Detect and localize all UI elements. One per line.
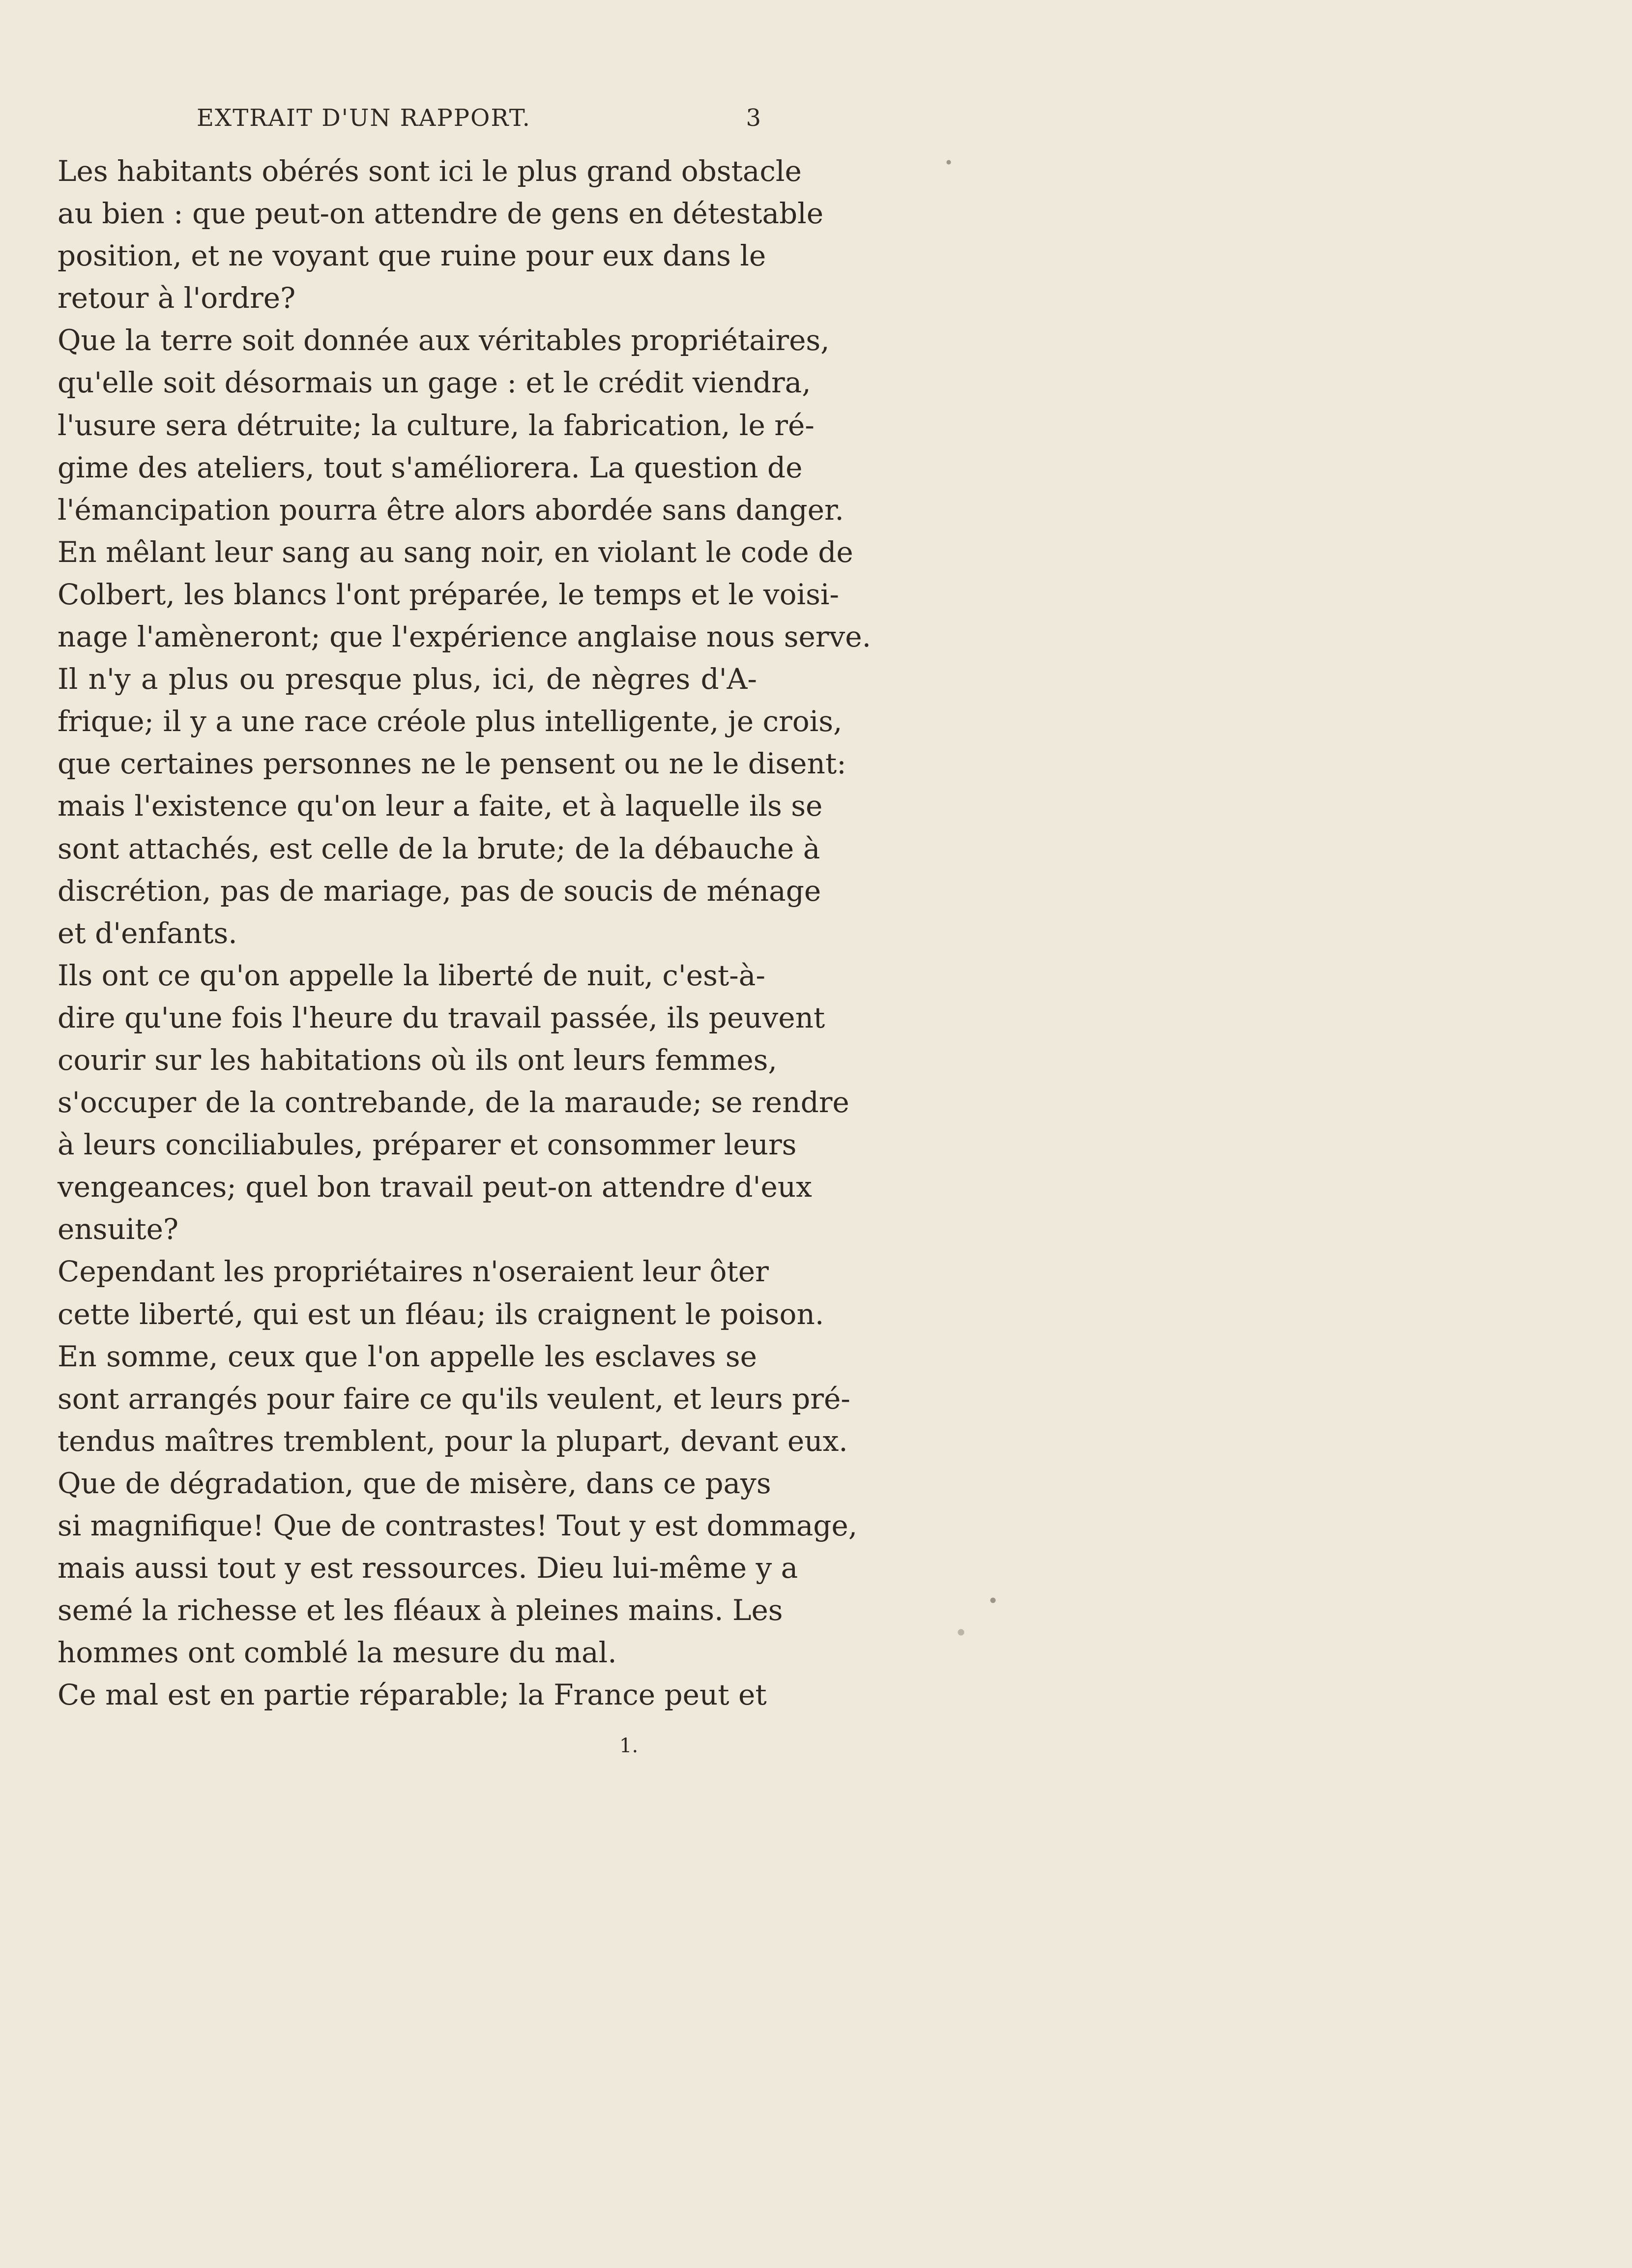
text-line: mais l'existence qu'on leur a faite, et à laquelle ils se — [58, 789, 823, 823]
paragraph-8 — [58, 1674, 767, 1716]
text-line: Il n'y a plus ou presque plus, ici, de nègres d'A- — [58, 662, 757, 696]
text-line: discrétion, pas de mariage, pas de soucis de ménage — [58, 874, 821, 908]
text-line: sont attachés, est celle de la brute; de la débauche à — [58, 831, 820, 865]
text-line: dire qu'une fois l'heure du travail passée, ils peuvent — [58, 1001, 825, 1034]
text-line: Cependant les propriétaires n'oseraient leur ôter — [58, 1255, 769, 1289]
text-line: vengeances; quel bon travail peut-on attendre d'eux — [58, 1170, 812, 1204]
text-line: Que de dégradation, que de misère, dans ce pays — [58, 1466, 771, 1500]
paragraph-1 — [58, 150, 824, 319]
running-head — [197, 104, 762, 139]
text-line: courir sur les habitations où ils ont leurs femmes, — [58, 1043, 777, 1077]
paragraph-7 — [58, 1462, 858, 1674]
text-line: au bien : que peut-on attendre de gens en détestable — [58, 197, 824, 231]
text-line: hommes ont comblé la mesure du mal. — [58, 1636, 617, 1670]
text-line: Ce mal est en partie réparable; la France peut et — [58, 1678, 767, 1712]
text-line: Ils ont ce qu'on appelle la liberté de nuit, c'est-à- — [58, 958, 765, 992]
text-line: cette liberté, qui est un fléau; ils craignent le poison. — [58, 1297, 824, 1331]
paragraph-5 — [58, 1250, 824, 1335]
text-line: s'occuper de la contrebande, de la maraude; se rendre — [58, 1086, 849, 1119]
text-line: l'émancipation pourra être alors abordée sans danger. — [58, 493, 844, 527]
text-line: En mêlant leur sang au sang noir, en violant le code de — [58, 535, 853, 569]
paragraph-6 — [58, 1335, 850, 1462]
text-line: Que la terre soit donnée aux véritables propriétaires, — [58, 324, 830, 357]
text-line: tendus maîtres tremblent, pour la plupart, devant eux. — [58, 1424, 848, 1458]
text-line: nage l'amèneront; que l'expérience anglaise nous serve. — [58, 620, 872, 654]
text-line: à leurs conciliabules, préparer et consommer leurs — [58, 1128, 797, 1162]
text-line: semé la richesse et les fléaux à pleines mains. Les — [58, 1593, 783, 1627]
text-line: mais aussi tout y est ressources. Dieu lui-même y a — [58, 1551, 798, 1585]
text-line: Colbert, les blancs l'ont préparée, le temps et le voisi- — [58, 577, 840, 611]
paragraph-4 — [58, 954, 849, 1251]
text-line: ensuite? — [58, 1212, 179, 1246]
body-text — [58, 150, 872, 1716]
page-number: 3 — [746, 104, 762, 132]
text-line: Les habitants obérés sont ici le plus grand obstacle — [58, 154, 802, 188]
text-line: frique; il y a une race créole plus intelligente, je crois, — [58, 705, 843, 738]
paragraph-2 — [58, 319, 872, 658]
text-line: En somme, ceux que l'on appelle les esclaves se — [58, 1339, 757, 1373]
text-line: retour à l'ordre? — [58, 281, 296, 315]
running-title: EXTRAIT D'UN RAPPORT. — [197, 104, 531, 132]
text-line: l'usure sera détruite; la culture, la fabrication, le ré- — [58, 408, 815, 442]
text-line: et d'enfants. — [58, 916, 237, 950]
paragraph-3 — [58, 658, 846, 954]
text-line: que certaines personnes ne le pensent ou ne le disent: — [58, 747, 846, 781]
text-line: sont arrangés pour faire ce qu'ils veulent, et leurs pré- — [58, 1382, 850, 1415]
text-line: qu'elle soit désormais un gage : et le crédit viendra, — [58, 366, 811, 400]
text-line: gime des ateliers, tout s'améliorera. La question de — [58, 450, 803, 484]
text-line: position, et ne voyant que ruine pour eux dans le — [58, 239, 766, 273]
signature-mark: 1. — [619, 1735, 639, 1757]
text-line: si magnifique! Que de contrastes! Tout y est dommage, — [58, 1509, 858, 1542]
